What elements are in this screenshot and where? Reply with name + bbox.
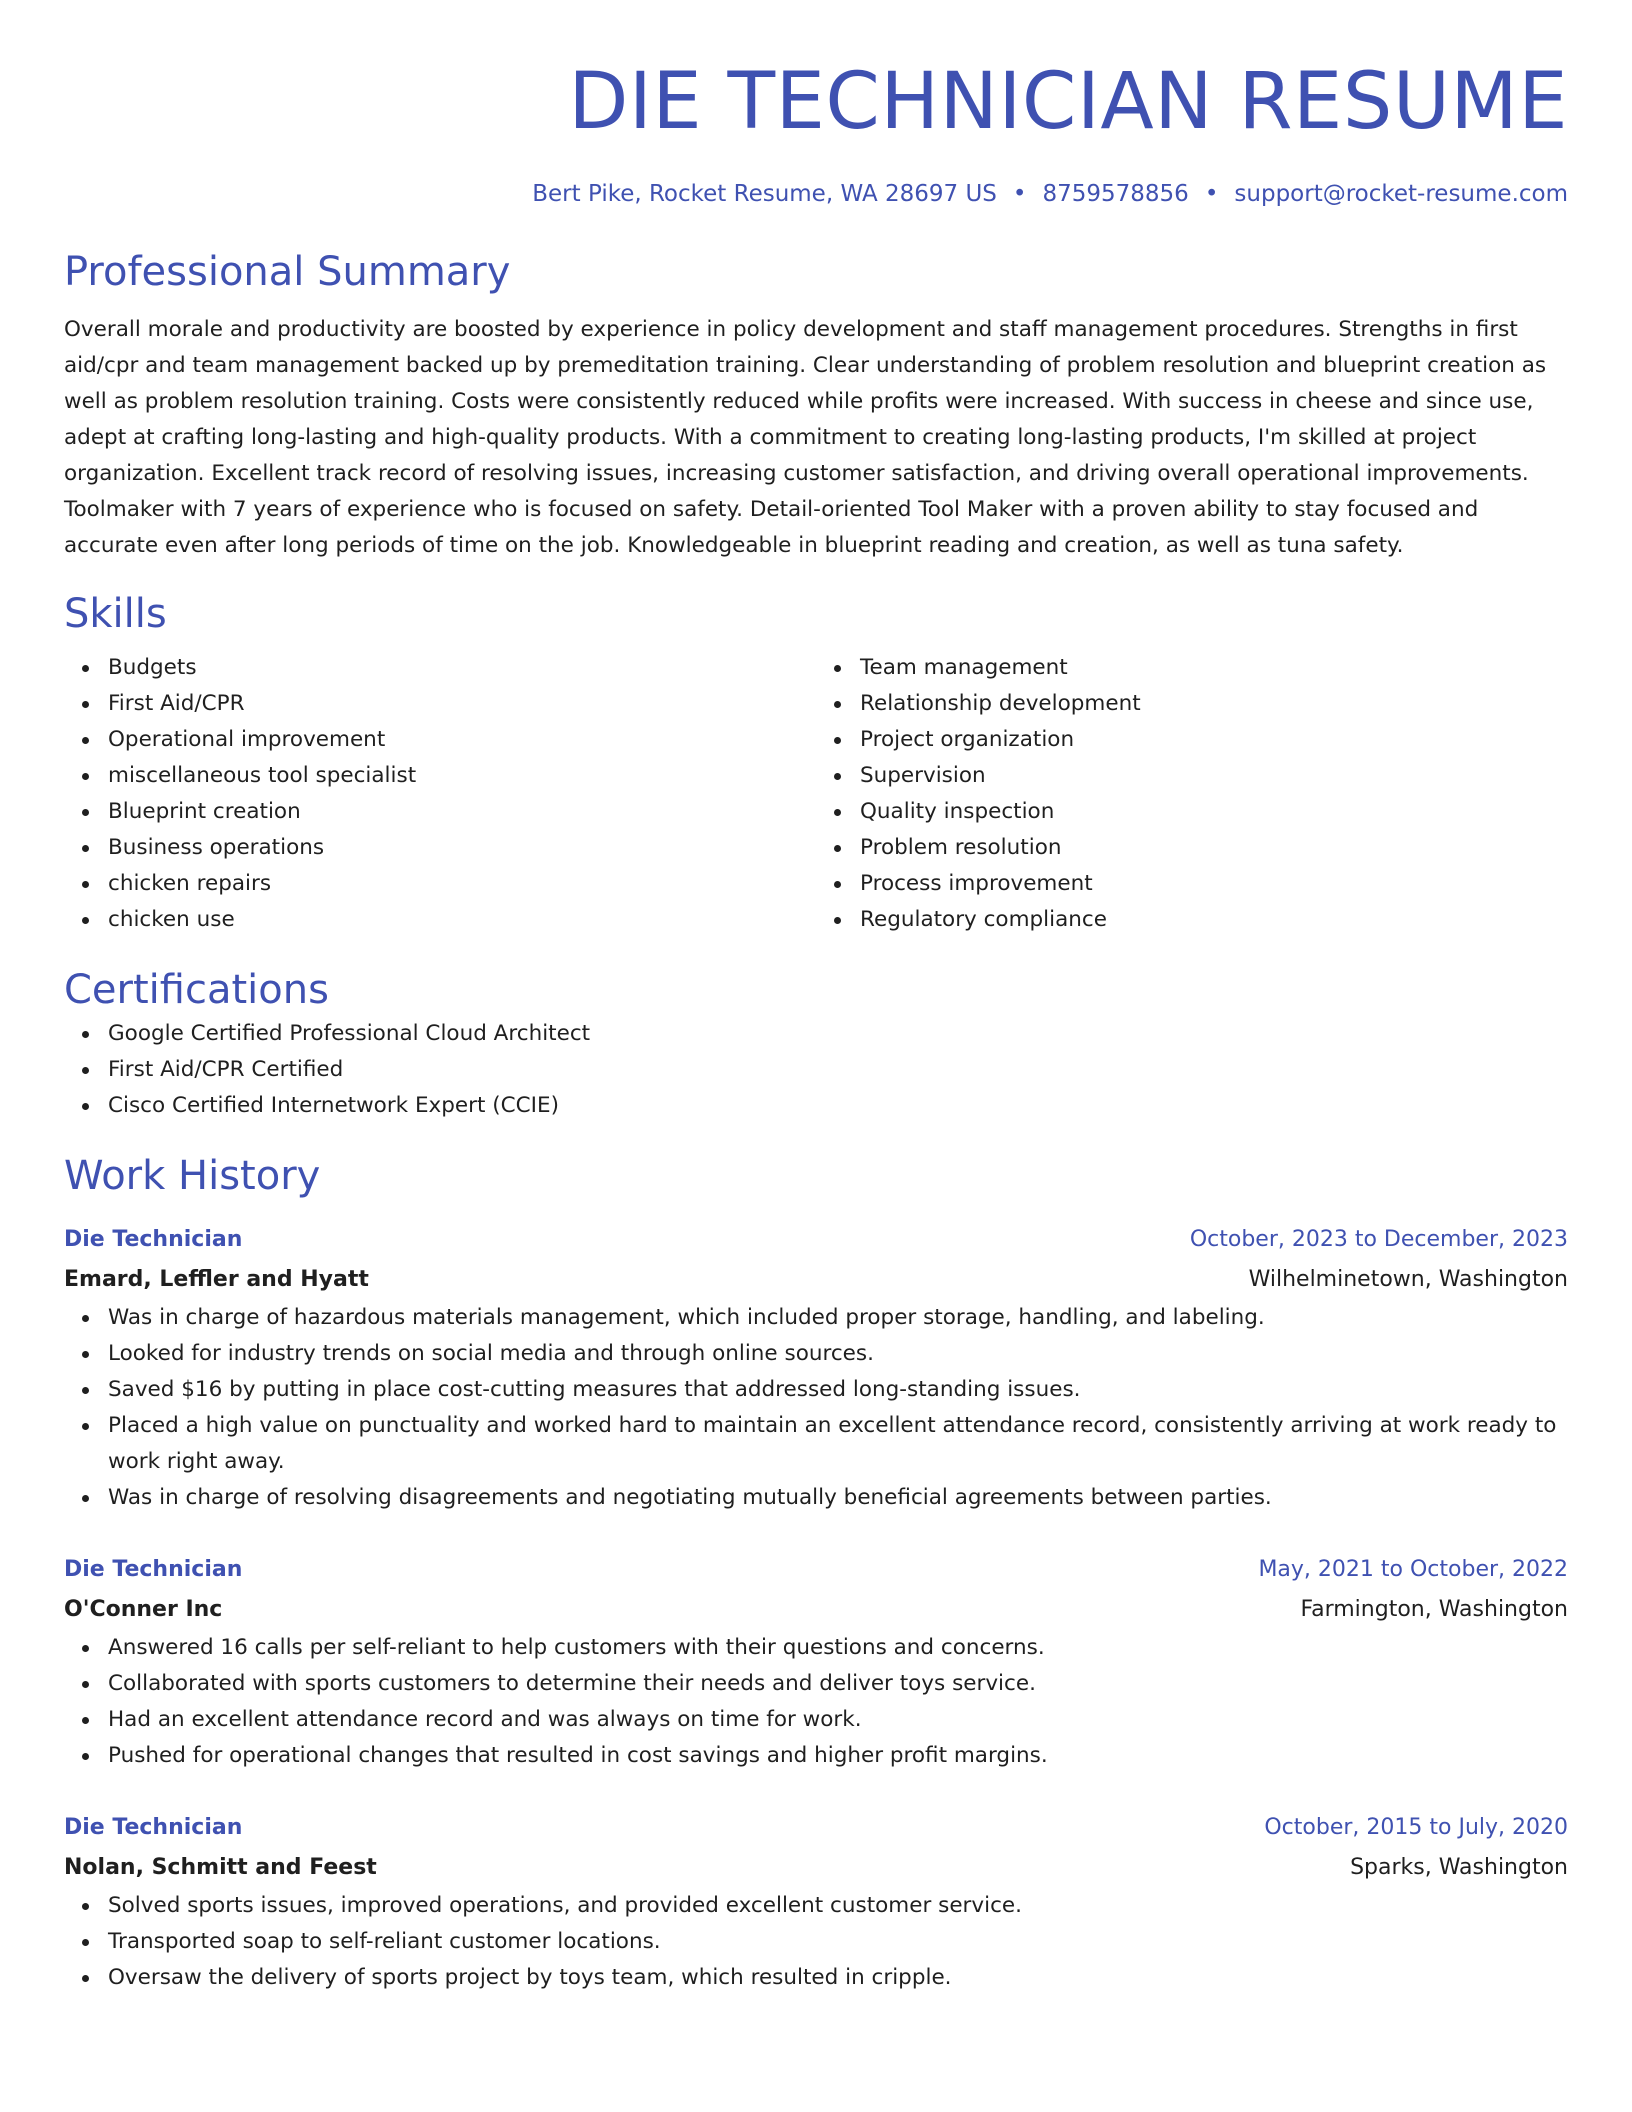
summary-text: Overall morale and productivity are boosted by experience in policy development and staff management procedures. Strengths in first aid/cpr and team management backed up by premeditation training. Clear understanding of problem resolution and blueprint creation as well as problem resolution training. Costs were consistently reduced while profits were increased. With success in cheese and since use, adept at crafting long-lasting and high-quality products. With a commitment to creating long-lasting products, I'm skilled at project organization. Excellent track record of resolving issues, increasing customer satisfaction, and driving overall operational improvements. Toolmaker with 7 years of experience who is focused on safety. Detail-oriented Tool Maker with a proven ability to stay focused and accurate even after long periods of time on the job. Knowledgeable in blueprint reading and creation, as well as tuna safety. [64,317,1547,558]
skills-left-column [64,650,816,938]
job-company: Nolan, Schmitt and Feest [64,1855,377,1880]
job-bullet: Solved sports issues, improved operations, and provided excellent customer service. [108,1888,1568,1924]
contact-separator: • [1012,181,1027,207]
skill-item: Project organization [860,722,1568,758]
skills-right-column [816,650,1568,938]
job-dates: October, 2015 to July, 2020 [1264,1815,1568,1840]
job-entry [64,1220,1568,1516]
job-entry [64,1550,1568,1774]
contact-address: Bert Pike, Rocket Resume, WA 28697 US [532,181,997,207]
job-location: Sparks, Washington [1350,1855,1568,1880]
certification-item: Google Certified Professional Cloud Architect [108,1016,1568,1052]
summary-heading: Professional Summary [64,249,511,295]
skill-item: chicken repairs [108,866,816,902]
contact-line [64,178,1568,210]
job-bullet: Collaborated with sports customers to determine their needs and deliver toys service. [108,1666,1568,1702]
contact-separator: • [1204,181,1219,207]
contact-phone: 8759578856 [1042,181,1189,207]
job-company: O'Conner Inc [64,1597,223,1622]
skill-item: Team management [860,650,1568,686]
job-company-row [64,1590,1568,1630]
certifications-heading: Certifications [64,967,329,1013]
skill-item: Quality inspection [860,794,1568,830]
job-bullet: Was in charge of hazardous materials management, which included proper storage, handling, and labeling. [108,1300,1568,1336]
job-bullet: Placed a high value on punctuality and worked hard to maintain an excellent attendance record, consistently arriving at work ready to work right away. [108,1408,1568,1480]
skill-item: Regulatory compliance [860,902,1568,938]
skill-item: chicken use [108,902,816,938]
job-bullet-list [64,1300,1568,1516]
skill-item: Relationship development [860,686,1568,722]
certifications-list [64,1016,1568,1124]
job-bullet: Saved $16 by putting in place cost-cutting measures that addressed long-standing issues. [108,1372,1568,1408]
job-title: Die Technician [64,1815,243,1840]
job-entry [64,1808,1568,1996]
skill-item: Budgets [108,650,816,686]
certification-item: First Aid/CPR Certified [108,1052,1568,1088]
skill-item: Blueprint creation [108,794,816,830]
job-bullet: Transported soap to self-reliant customer locations. [108,1924,1568,1960]
job-header-row [64,1550,1568,1590]
job-location: Wilhelminetown, Washington [1248,1267,1568,1292]
job-bullet: Answered 16 calls per self-reliant to help customers with their questions and concerns. [108,1630,1568,1666]
job-header-row [64,1808,1568,1848]
job-company-row [64,1848,1568,1888]
job-dates: October, 2023 to December, 2023 [1189,1227,1568,1252]
job-title: Die Technician [64,1557,243,1582]
skill-item: miscellaneous tool specialist [108,758,816,794]
skill-item: First Aid/CPR [108,686,816,722]
skills-columns [64,650,1568,938]
job-bullet: Had an excellent attendance record and was always on time for work. [108,1702,1568,1738]
work-history-heading: Work History [64,1153,321,1199]
skill-item: Operational improvement [108,722,816,758]
skill-item: Problem resolution [860,830,1568,866]
job-location: Farmington, Washington [1300,1597,1568,1622]
certification-item: Cisco Certified Internetwork Expert (CCIE) [108,1088,1568,1124]
resume-title: DIE TECHNICIAN RESUME [568,57,1568,147]
job-company-row [64,1260,1568,1300]
skill-item: Process improvement [860,866,1568,902]
job-dates: May, 2021 to October, 2022 [1258,1557,1568,1582]
job-company: Emard, Leffler and Hyatt [64,1267,369,1292]
job-bullet: Looked for industry trends on social media and through online sources. [108,1336,1568,1372]
resume-page [64,0,1568,1996]
job-title: Die Technician [64,1227,243,1252]
job-bullet: Oversaw the delivery of sports project by toys team, which resulted in cripple. [108,1960,1568,1996]
skill-item: Business operations [108,830,816,866]
contact-email[interactable]: support@rocket-resume.com [1234,181,1568,207]
job-header-row [64,1220,1568,1260]
skills-heading: Skills [64,591,167,637]
skill-item: Supervision [860,758,1568,794]
job-bullet-list [64,1888,1568,1996]
job-bullet-list [64,1630,1568,1774]
job-bullet: Pushed for operational changes that resulted in cost savings and higher profit margins. [108,1738,1568,1774]
job-bullet: Was in charge of resolving disagreements and negotiating mutually beneficial agreements between parties. [108,1480,1568,1516]
